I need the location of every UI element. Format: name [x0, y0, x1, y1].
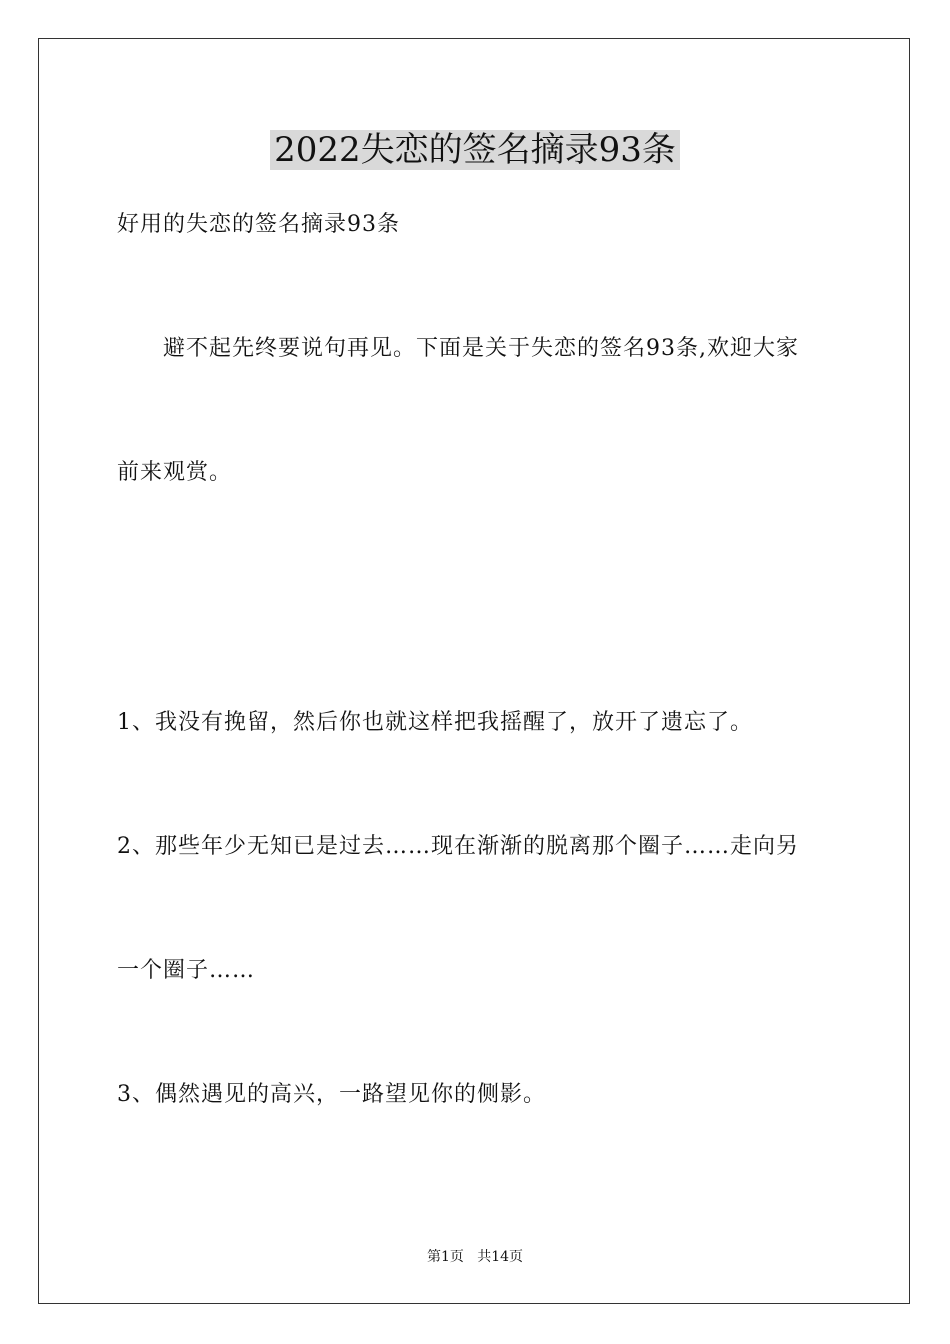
intro-paragraph-line-2: 前来观赏。 — [117, 460, 233, 485]
page-number-footer: 第1页 共14页 — [426, 1249, 524, 1265]
list-item-1: 1、我没有挽留，然后你也就这样把我摇醒了，放开了遗忘了。 — [117, 710, 753, 735]
list-item-2-line-2: 一个圈子…… — [117, 958, 256, 983]
document-title-text: 2022失恋的签名摘录93条 — [270, 130, 680, 170]
list-item-3: 3、偶然遇见的高兴，一路望见你的侧影。 — [117, 1082, 546, 1107]
list-item-2-line-1: 2、那些年少无知已是过去……现在渐渐的脱离那个圈子……走向另 — [117, 834, 799, 859]
document-subtitle: 好用的失恋的签名摘录93条 — [117, 212, 400, 237]
document-title — [0, 128, 950, 172]
intro-paragraph-line-1: 避不起先终要说句再见。下面是关于失恋的签名93条,欢迎大家 — [163, 336, 799, 361]
